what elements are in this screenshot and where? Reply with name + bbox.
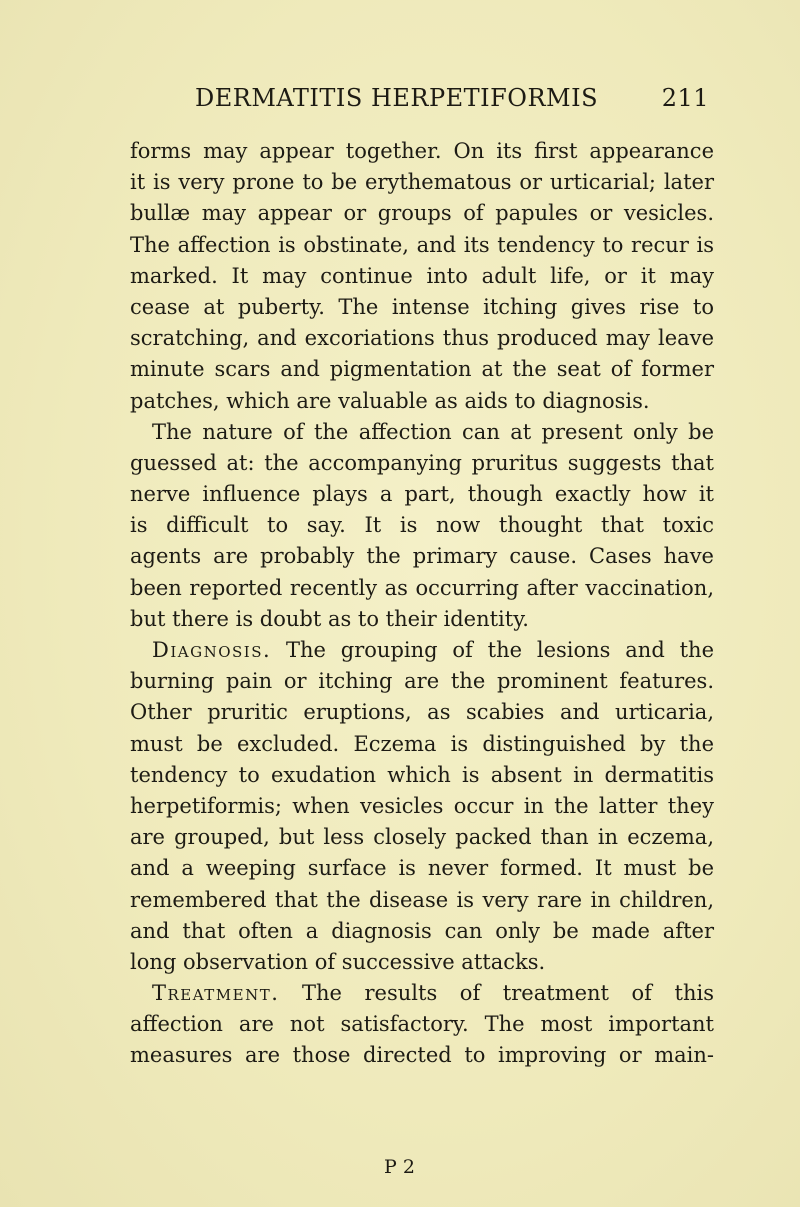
text-line: remembered that the disease is very rare in children, (130, 887, 714, 912)
text-line: bullæ may appear or groups of papules or vesicles. (130, 201, 714, 226)
text-line: minute scars and pigmentation at the seat of former (130, 357, 714, 382)
text-line: been reported recently as occurring after vaccination, (130, 575, 714, 600)
text-line: affection are not satisfactory. The most important (130, 1012, 714, 1037)
text-line: measures are those directed to improving or main- (130, 1043, 714, 1068)
diagnosis-heading: Diagnosis. (152, 638, 272, 662)
diagnosis-first-line: The grouping of the lesions and the (286, 638, 714, 662)
treatment-heading: Treatment. (152, 981, 280, 1006)
text-line: are grouped, but less closely packed than in eczema, (130, 825, 714, 850)
text-line: scratching, and excoriations thus produced may leave (130, 326, 714, 351)
treatment-first-line: The results of treatment of this (301, 981, 714, 1006)
text-line: tendency to exudation which is absent in dermatitis (130, 762, 714, 787)
text-line: agents are probably the primary cause. Cases have (130, 544, 714, 569)
text-line: burning pain or itching are the prominent features. (130, 669, 714, 694)
diagnosis-paragraph-start (130, 635, 714, 666)
text-line: long observation of successive attacks. (130, 949, 546, 974)
signature-mark: P 2 (384, 1156, 415, 1178)
text-line: but there is doubt as to their identity. (130, 606, 529, 631)
text-line: marked. It may continue into adult life, or it may (130, 263, 714, 288)
text-line: and a weeping surface is never formed. It must be (130, 856, 714, 881)
body-text (130, 136, 714, 1072)
text-line: Other pruritic eruptions, as scabies and urticaria, (130, 700, 714, 725)
running-title: DERMATITIS HERPETIFORMIS (195, 84, 599, 112)
page-number: 211 (661, 84, 709, 112)
text-line: cease at puberty. The intense itching gives rise to (130, 294, 714, 319)
running-header (195, 84, 715, 124)
text-line: The nature of the affection can at present only be (152, 419, 714, 444)
treatment-paragraph-start (130, 978, 714, 1009)
text-line: must be excluded. Eczema is distinguished by the (130, 731, 714, 756)
text-line: forms may appear together. On its first appearance (130, 139, 714, 163)
text-line: The affection is obstinate, and its tendency to recur is (130, 232, 714, 257)
text-line: and that often a diagnosis can only be made after (130, 918, 714, 943)
text-line: guessed at: the accompanying pruritus suggests that (130, 450, 714, 475)
text-line: it is very prone to be erythematous or urticarial; later (130, 170, 714, 195)
text-line: patches, which are valuable as aids to diagnosis. (130, 388, 650, 413)
text-line: is difficult to say. It is now thought that toxic (130, 513, 714, 538)
text-line: nerve influence plays a part, though exactly how it (130, 482, 714, 507)
text-line: herpetiformis; when vesicles occur in the latter they (130, 793, 714, 818)
